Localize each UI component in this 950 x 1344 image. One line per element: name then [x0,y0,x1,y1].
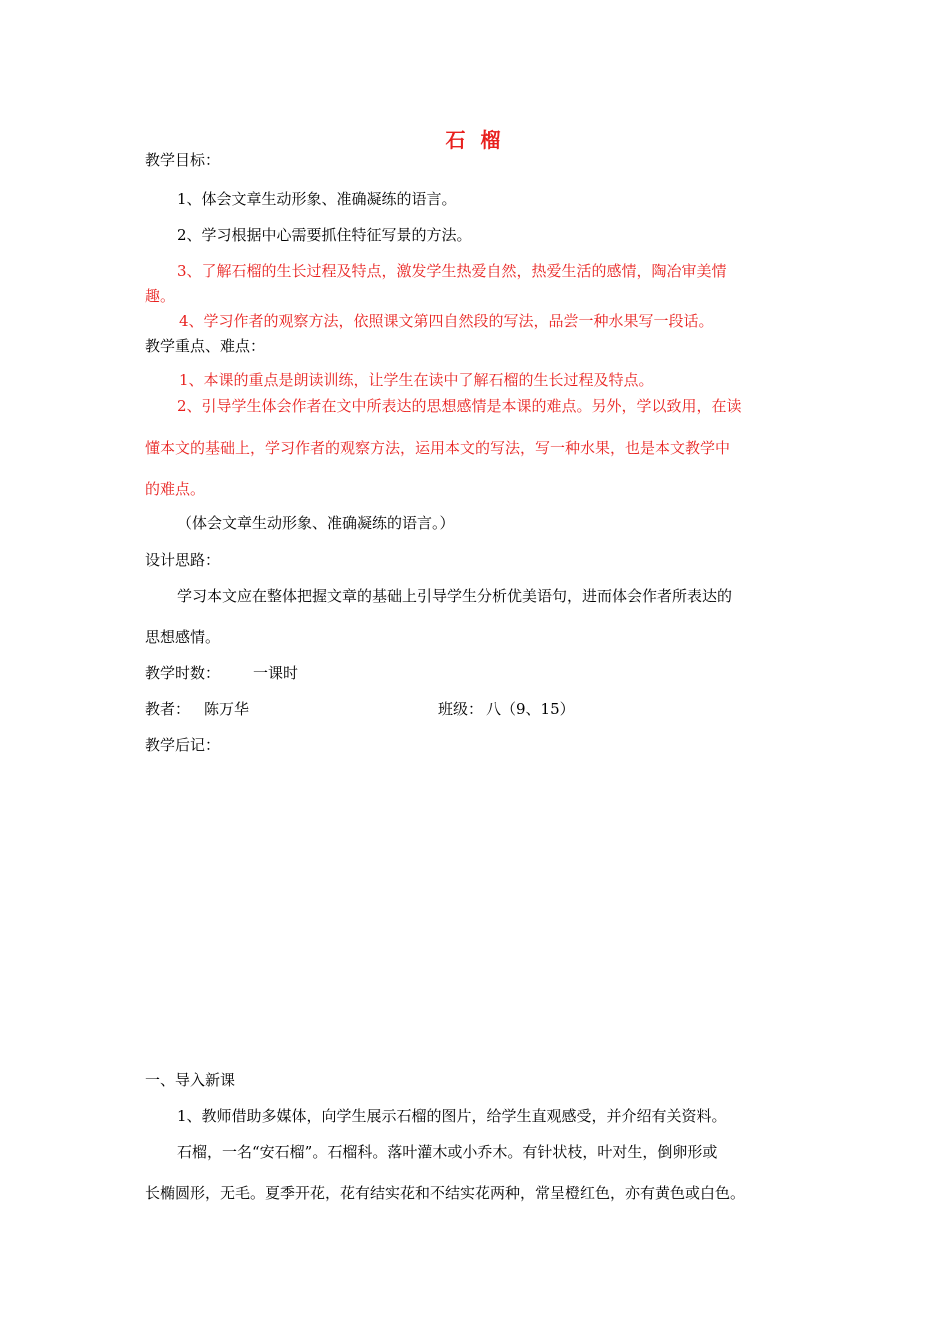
section-1-heading: 一、导入新课 [145,1071,236,1089]
section-1-paragraph-line-2: 长椭圆形，无毛。夏季开花，花有结实花和不结实花两种，常呈橙红色，亦有黄色或白色。 [145,1184,746,1202]
goals-heading: 教学目标： [145,151,221,169]
hours-label: 教学时数： [145,664,221,682]
goal-item-2: 2、学习根据中心需要抓住特征写景的方法。 [177,226,472,244]
key-points-heading: 教学重点、难点： [145,337,266,355]
key-point-2-line-3: 的难点。 [145,480,206,498]
goal-item-1: 1、体会文章生动形象、准确凝练的语言。 [177,190,457,208]
teacher-value: 陈万华 [204,700,250,718]
goal-item-3-line-1: 3、了解石榴的生长过程及特点，激发学生热爱自然，热爱生活的感情，陶冶审美情 [177,262,727,280]
key-point-2-line-2: 懂本文的基础上，学习作者的观察方法，运用本文的写法，写一种水果，也是本文教学中 [145,439,731,457]
key-point-2-line-1: 2、引导学生体会作者在文中所表达的思想感情是本课的难点。另外，学以致用，在读 [177,397,742,415]
class-value: 八（9、15） [486,700,575,718]
design-line-1: 学习本文应在整体把握文章的基础上引导学生分析优美语句，进而体会作者所表达的 [177,587,733,605]
section-1-paragraph-line-1: 石榴，一名“安石榴”。石榴科。落叶灌木或小乔木。有针状枝，叶对生，倒卵形或 [177,1143,718,1161]
goal-item-4: 4、学习作者的观察方法，依照课文第四自然段的写法，品尝一种水果写一段话。 [179,312,714,330]
document-title: 石 榴 [445,128,505,152]
hours-value: 一课时 [253,664,299,682]
afterword-label: 教学后记： [145,736,221,754]
key-point-1: 1、本课的重点是朗读训练，让学生在读中了解石榴的生长过程及特点。 [179,371,654,389]
design-heading: 设计思路： [145,551,221,569]
teacher-label: 教者： [145,700,191,718]
design-line-2: 思想感情。 [145,628,221,646]
class-label: 班级： [438,700,484,718]
key-points-note: （体会文章生动形象、准确凝练的语言。） [177,514,455,532]
section-1-item-1: 1、教师借助多媒体，向学生展示石榴的图片，给学生直观感受，并介绍有关资料。 [177,1107,727,1125]
goal-item-3-line-2: 趣。 [145,287,176,305]
